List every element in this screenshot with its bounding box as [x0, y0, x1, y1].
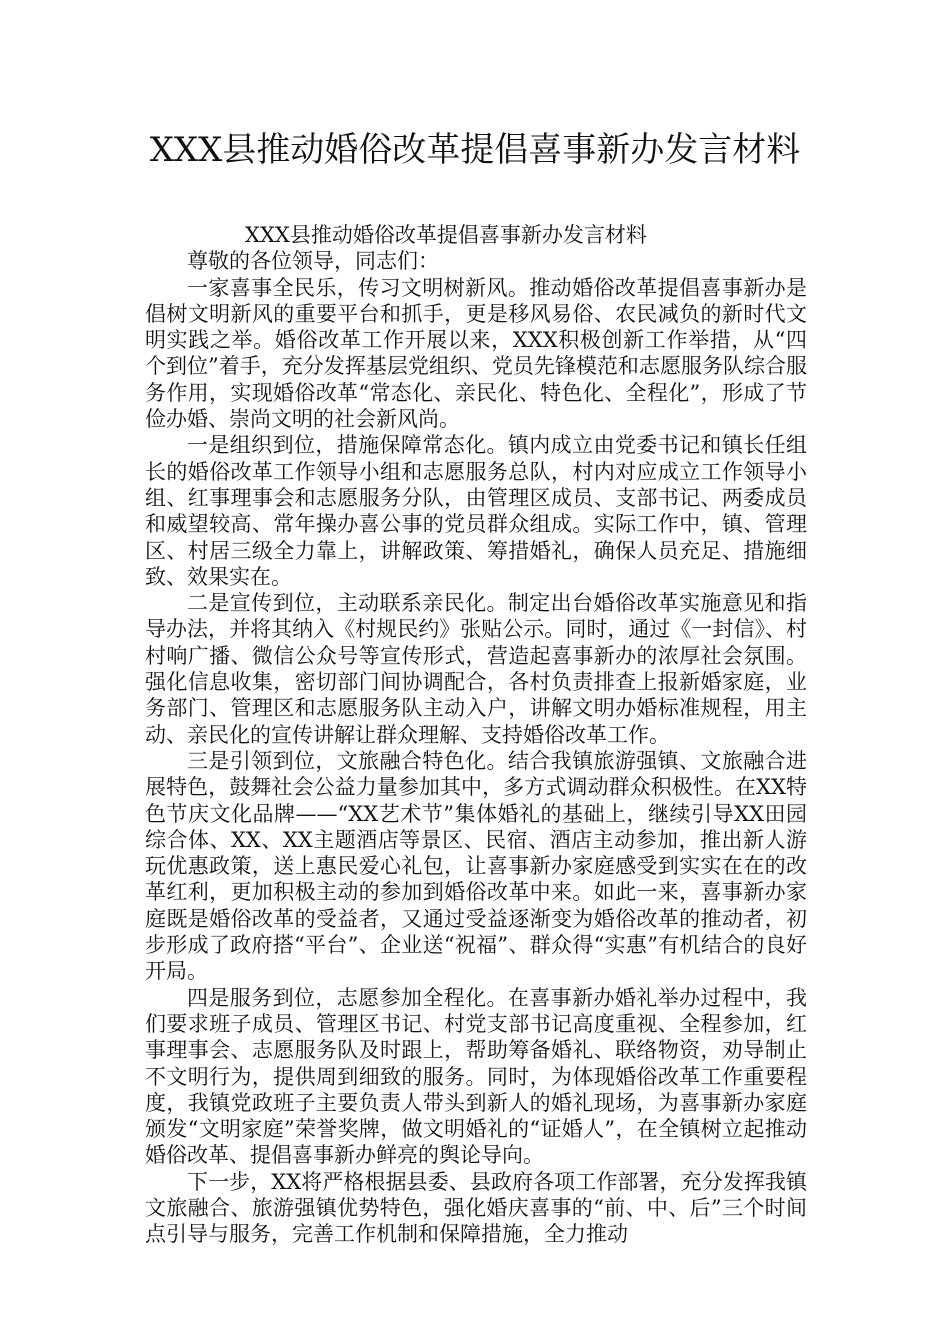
document-body [145, 222, 807, 1248]
paragraph-guidance: 三是引领到位，文旅融合特色化。结合我镇旅游强镇、文旅融合进展特色，鼓舞社会公益力量参加其中，多方式调动群众积极性。在XX特色节庆文化品牌——“XX艺术节”集体婚礼的基础上，继续引导XX田园综合体、XX、XX主题酒店等景区、民宿、酒店主动参加，推出新人游玩优惠政策，送上惠民爱心礼包，让喜事新办家庭感受到实实在在的改革红利，更加积极主动的参加到婚俗改革中来。如此一来，喜事新办家庭既是婚俗改革的受益者，又通过受益逐渐变为婚俗改革的推动者，初步形成了政府搭“平台”、企业送“祝福”、群众得“实惠”有机结合的良好开局。 [145, 748, 807, 984]
paragraph-service: 四是服务到位，志愿参加全程化。在喜事新办婚礼举办过程中，我们要求班子成员、管理区书记、村党支部书记高度重视、全程参加，红事理事会、志愿服务队及时跟上，帮助筹备婚礼、联络物资，劝导制止不文明行为，提供周到细致的服务。同时，为体现婚俗改革工作重要程度，我镇党政班子主要负责人带头到新人的婚礼现场，为喜事新办家庭颁发“文明家庭”荣誉奖牌，做文明婚礼的“证婚人”，在全镇树立起推动婚俗改革、提倡喜事新办鲜亮的舆论导向。 [145, 985, 807, 1168]
salutation: 尊敬的各位领导，同志们： [187, 249, 439, 274]
paragraph-next-step: 下一步，XX将严格根据县委、县政府各项工作部署，充分发挥我镇文旅融合、旅游强镇优势特色，强化婚庆喜事的“前、中、后”三个时间点引导与服务，完善工作机制和保障措施，全力推动 [145, 1169, 807, 1247]
paragraph-publicity: 二是宣传到位，主动联系亲民化。制定出台婚俗改革实施意见和指导办法，并将其纳入《村规民约》张贴公示。同时，通过《一封信》、村村响广播、微信公众号等宣传形式，营造起喜事新办的浓厚社会氛围。强化信息收集，密切部门间协调配合，各村负责排查上报新婚家庭，业务部门、管理区和志愿服务队主动入户，讲解文明办婚标准规程，用主动、亲民化的宣传讲解让群众理解、支持婚俗改革工作。 [145, 591, 807, 747]
document-title: XXX县推动婚俗改革提倡喜事新办发言材料 [149, 130, 801, 170]
paragraph-organization: 一是组织到位，措施保障常态化。镇内成立由党委书记和镇长任组长的婚俗改革工作领导小组和志愿服务总队，村内对应成立工作领导小组、红事理事会和志愿服务分队，由管理区成员、支部书记、两委成员和威望较高、常年操办喜公事的党员群众组成。实际工作中，镇、管理区、村居三级全力靠上，讲解政策、筹措婚礼，确保人员充足、措施细致、效果实在。 [145, 433, 807, 589]
document-subtitle: XXX县推动婚俗改革提倡喜事新办发言材料 [245, 223, 647, 247]
paragraph-intro: 一家喜事全民乐，传习文明树新风。推动婚俗改革提倡喜事新办是倡树文明新风的重要平台和抓手，更是移风易俗、农民减负的新时代文明实践之举。婚俗改革工作开展以来，XXX积极创新工作举措，从“四个到位”着手，充分发挥基层党组织、党员先锋模范和志愿服务队综合服务作用，实现婚俗改革“常态化、亲民化、特色化、全程化”，形成了节俭办婚、崇尚文明的社会新风尚。 [145, 275, 807, 432]
